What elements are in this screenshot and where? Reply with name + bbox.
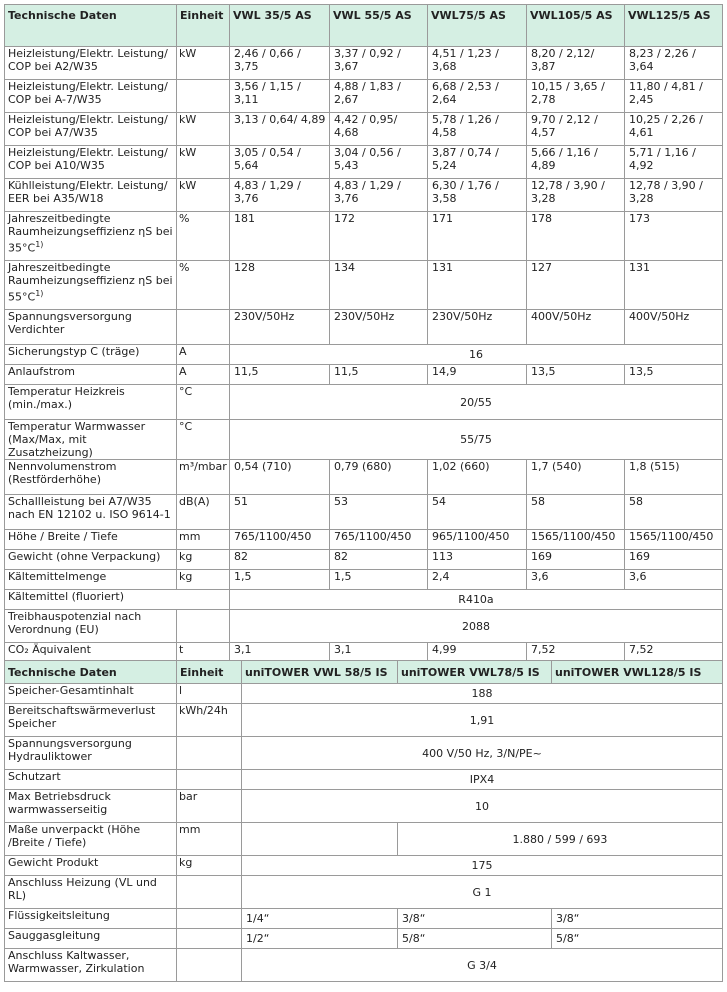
value-cell: 178 bbox=[527, 212, 625, 261]
table-row bbox=[5, 570, 723, 590]
value-cell: 11,5 bbox=[330, 365, 428, 385]
row-label-text: Maße unverpackt (Höhe /Breite / Tiefe) bbox=[8, 823, 141, 849]
value-cell: 7,52 bbox=[625, 643, 723, 663]
header-model-3: VWL75/5 AS bbox=[428, 5, 527, 47]
row-label bbox=[5, 261, 177, 310]
row-label bbox=[5, 704, 177, 737]
header-model-4: VWL105/5 AS bbox=[527, 5, 625, 47]
unit-cell: kg bbox=[177, 570, 230, 590]
unit-cell: kW bbox=[177, 113, 230, 146]
row-label-text: Nennvolumenstrom (Restförderhöhe) bbox=[8, 460, 117, 486]
row-label-text: Bereitschaftswärmeverlust Speicher bbox=[8, 704, 156, 730]
value-cell: 400V/50Hz bbox=[527, 310, 625, 345]
merged-value: 2088 bbox=[230, 610, 723, 643]
unit-cell: % bbox=[177, 261, 230, 310]
row-label bbox=[5, 929, 177, 949]
row-label-text: Schutzart bbox=[8, 770, 61, 783]
row-label bbox=[5, 495, 177, 530]
row-label bbox=[5, 420, 177, 460]
value-cell: 51 bbox=[230, 495, 330, 530]
unit-cell: mm bbox=[177, 823, 242, 856]
value-cell: 4,42 / 0,95/ 4,68 bbox=[330, 113, 428, 146]
row-label-text: Jahreszeitbedingte Raumheizungseffizienz ηS bei 35°C bbox=[8, 212, 173, 255]
table-row bbox=[5, 460, 723, 495]
value-cell: 10,15 / 3,65 / 2,78 bbox=[527, 80, 625, 113]
value-cell: 3,13 / 0,64/ 4,89 bbox=[230, 113, 330, 146]
table-row bbox=[5, 345, 723, 365]
table-row bbox=[5, 737, 723, 770]
merged-value: G 3/4 bbox=[242, 949, 723, 982]
value-cell: 3,87 / 0,74 / 5,24 bbox=[428, 146, 527, 179]
row-label-text: Kühlleistung/Elektr. Leistung/ EER bei A35/W18 bbox=[8, 179, 168, 205]
row-label bbox=[5, 684, 177, 704]
merged-value: 20/55 bbox=[230, 385, 723, 420]
value-cell: 3,05 / 0,54 / 5,64 bbox=[230, 146, 330, 179]
table-row bbox=[5, 909, 723, 929]
merged-value: 188 bbox=[242, 684, 723, 704]
row-label-text: Speicher-Gesamtinhalt bbox=[8, 684, 134, 697]
merged-value: 10 bbox=[242, 790, 723, 823]
merged-value: 1,91 bbox=[242, 704, 723, 737]
header-model-5: VWL125/5 AS bbox=[625, 5, 723, 47]
row-label bbox=[5, 530, 177, 550]
unit-cell bbox=[177, 310, 230, 345]
row-label bbox=[5, 909, 177, 929]
value-cell: 5,71 / 1,16 / 4,92 bbox=[625, 146, 723, 179]
header-model-3: uniTOWER VWL128/5 IS bbox=[552, 661, 723, 684]
value-cell: 3,6 bbox=[625, 570, 723, 590]
row-label bbox=[5, 212, 177, 261]
row-label-text: Sicherungstyp C (träge) bbox=[8, 345, 140, 358]
value-cell: 11,80 / 4,81 / 2,45 bbox=[625, 80, 723, 113]
table-row bbox=[5, 823, 723, 856]
row-label bbox=[5, 179, 177, 212]
row-label-text: Heizleistung/Elektr. Leistung/ COP bei A7/W35 bbox=[8, 113, 168, 139]
row-label-text: Heizleistung/Elektr. Leistung/ COP bei A-7/W35 bbox=[8, 80, 168, 106]
value-cell: 8,20 / 2,12/ 3,87 bbox=[527, 47, 625, 80]
value-cell: 3/8“ bbox=[552, 909, 723, 929]
value-cell: 12,78 / 3,90 / 3,28 bbox=[527, 179, 625, 212]
header-model-1: VWL 35/5 AS bbox=[230, 5, 330, 47]
value-cell: 4,83 / 1,29 / 3,76 bbox=[230, 179, 330, 212]
value-cell: 0,54 (710) bbox=[230, 460, 330, 495]
row-label-text: Anschluss Heizung (VL und RL) bbox=[8, 876, 157, 902]
unit-cell: A bbox=[177, 365, 230, 385]
value-cell: 7,52 bbox=[527, 643, 625, 663]
merged-value: 55/75 bbox=[230, 420, 723, 460]
row-label-text: Jahreszeitbedingte Raumheizungseffizienz ηS bei 55°C bbox=[8, 261, 173, 304]
value-cell: 54 bbox=[428, 495, 527, 530]
value-cell: 82 bbox=[230, 550, 330, 570]
row-label bbox=[5, 610, 177, 643]
header-model-2: VWL 55/5 AS bbox=[330, 5, 428, 47]
table-row bbox=[5, 212, 723, 261]
value-cell: 134 bbox=[330, 261, 428, 310]
value-cell: 10,25 / 2,26 / 4,61 bbox=[625, 113, 723, 146]
header-model-1: uniTOWER VWL 58/5 IS bbox=[242, 661, 398, 684]
row-label-text: Spannungsversorgung Hydrauliktower bbox=[8, 737, 132, 763]
table-row bbox=[5, 385, 723, 420]
row-label-text: Schallleistung bei A7/W35 nach EN 12102 u. ISO 9614-1 bbox=[8, 495, 171, 521]
value-cell: 765/1100/450 bbox=[330, 530, 428, 550]
unit-cell: mm bbox=[177, 530, 230, 550]
merged-value: 400 V/50 Hz, 3/N/PE~ bbox=[242, 737, 723, 770]
row-label-text: Sauggasgleitung bbox=[8, 929, 101, 942]
table-row bbox=[5, 146, 723, 179]
table-row bbox=[5, 876, 723, 909]
table-row bbox=[5, 929, 723, 949]
row-label bbox=[5, 770, 177, 790]
value-cell: 3,37 / 0,92 / 3,67 bbox=[330, 47, 428, 80]
value-cell: 8,23 / 2,26 / 3,64 bbox=[625, 47, 723, 80]
row-label-text: Treibhauspotenzial nach Verordnung (EU) bbox=[8, 610, 142, 636]
row-label bbox=[5, 876, 177, 909]
value-cell: 1565/1100/450 bbox=[527, 530, 625, 550]
value-cell: 2,46 / 0,66 / 3,75 bbox=[230, 47, 330, 80]
value-cell: 6,30 / 1,76 / 3,58 bbox=[428, 179, 527, 212]
value-cell: 58 bbox=[527, 495, 625, 530]
row-label bbox=[5, 113, 177, 146]
value-cell: 13,5 bbox=[625, 365, 723, 385]
row-label-text: Anschluss Kaltwasser, Warmwasser, Zirkulation bbox=[8, 949, 145, 975]
row-label bbox=[5, 47, 177, 80]
value-cell: 12,78 / 3,90 / 3,28 bbox=[625, 179, 723, 212]
table-row bbox=[5, 179, 723, 212]
row-label bbox=[5, 856, 177, 876]
unit-cell bbox=[177, 770, 242, 790]
row-label bbox=[5, 737, 177, 770]
merged-value: 175 bbox=[242, 856, 723, 876]
value-cell: 128 bbox=[230, 261, 330, 310]
table-row bbox=[5, 80, 723, 113]
table-row bbox=[5, 495, 723, 530]
unit-cell: t bbox=[177, 643, 230, 663]
row-label-text: Heizleistung/Elektr. Leistung/ COP bei A10/W35 bbox=[8, 146, 168, 172]
table-row bbox=[5, 610, 723, 643]
table-row bbox=[5, 310, 723, 345]
value-cell: 4,88 / 1,83 / 2,67 bbox=[330, 80, 428, 113]
table-row bbox=[5, 949, 723, 982]
header-model-2: uniTOWER VWL78/5 IS bbox=[398, 661, 552, 684]
value-cell: 3,56 / 1,15 / 3,11 bbox=[230, 80, 330, 113]
value-cell: 1565/1100/450 bbox=[625, 530, 723, 550]
header-technical-data: Technische Daten bbox=[5, 5, 177, 47]
value-cell: 1/4“ bbox=[242, 909, 398, 929]
value-cell: 11,5 bbox=[230, 365, 330, 385]
table-row bbox=[5, 365, 723, 385]
value-cell: 230V/50Hz bbox=[330, 310, 428, 345]
row-label-text: Temperatur Warmwasser (Max/Max, mit Zusatzheizung) bbox=[8, 420, 146, 459]
value-cell: 5/8“ bbox=[552, 929, 723, 949]
unit-cell: A bbox=[177, 345, 230, 365]
header-unit: Einheit bbox=[177, 661, 242, 684]
table-row bbox=[5, 261, 723, 310]
value-cell: 400V/50Hz bbox=[625, 310, 723, 345]
value-cell: 171 bbox=[428, 212, 527, 261]
value-cell: 58 bbox=[625, 495, 723, 530]
value-cell: 4,51 / 1,23 / 3,68 bbox=[428, 47, 527, 80]
value-cell: 169 bbox=[625, 550, 723, 570]
value-cell: 173 bbox=[625, 212, 723, 261]
value-cell: 230V/50Hz bbox=[230, 310, 330, 345]
unit-cell bbox=[177, 610, 230, 643]
unit-cell: kW bbox=[177, 47, 230, 80]
header-technical-data: Technische Daten bbox=[5, 661, 177, 684]
value-cell: 765/1100/450 bbox=[230, 530, 330, 550]
merged-value: R410a bbox=[230, 590, 723, 610]
row-label bbox=[5, 590, 230, 610]
row-label-text: Temperatur Heizkreis (min./max.) bbox=[8, 385, 125, 411]
value-cell: 9,70 / 2,12 / 4,57 bbox=[527, 113, 625, 146]
value-cell: 3/8“ bbox=[398, 909, 552, 929]
merged-value: 1.880 / 599 / 693 bbox=[398, 823, 723, 856]
value-cell: 14,9 bbox=[428, 365, 527, 385]
unit-cell: % bbox=[177, 212, 230, 261]
unit-cell: kW bbox=[177, 146, 230, 179]
value-cell: 1,02 (660) bbox=[428, 460, 527, 495]
unit-cell bbox=[177, 949, 242, 982]
row-label-text: Gewicht (ohne Verpackung) bbox=[8, 550, 161, 563]
unit-cell: dB(A) bbox=[177, 495, 230, 530]
table-row bbox=[5, 47, 723, 80]
row-label-text: Gewicht Produkt bbox=[8, 856, 99, 869]
value-cell: 113 bbox=[428, 550, 527, 570]
header-unit: Einheit bbox=[177, 5, 230, 47]
row-label bbox=[5, 790, 177, 823]
value-cell: 131 bbox=[625, 261, 723, 310]
value-cell: 1/2“ bbox=[242, 929, 398, 949]
value-cell: 5,66 / 1,16 / 4,89 bbox=[527, 146, 625, 179]
value-cell: 3,04 / 0,56 / 5,43 bbox=[330, 146, 428, 179]
unit-cell: kWh/24h bbox=[177, 704, 242, 737]
value-cell: 1,8 (515) bbox=[625, 460, 723, 495]
row-label bbox=[5, 80, 177, 113]
unit-cell: kg bbox=[177, 550, 230, 570]
value-cell: 181 bbox=[230, 212, 330, 261]
unit-cell: l bbox=[177, 684, 242, 704]
empty-cell bbox=[242, 823, 398, 856]
row-label bbox=[5, 949, 177, 982]
row-label bbox=[5, 385, 177, 420]
row-label bbox=[5, 310, 177, 345]
value-cell: 4,83 / 1,29 / 3,76 bbox=[330, 179, 428, 212]
merged-value: IPX4 bbox=[242, 770, 723, 790]
value-cell: 53 bbox=[330, 495, 428, 530]
table-row bbox=[5, 550, 723, 570]
technical-data-table-outdoor-units bbox=[4, 4, 723, 663]
value-cell: 3,1 bbox=[230, 643, 330, 663]
value-cell: 3,6 bbox=[527, 570, 625, 590]
unit-cell: kg bbox=[177, 856, 242, 876]
value-cell: 230V/50Hz bbox=[428, 310, 527, 345]
value-cell: 131 bbox=[428, 261, 527, 310]
value-cell: 127 bbox=[527, 261, 625, 310]
table-header-row bbox=[5, 661, 723, 684]
row-label-text: Flüssigkeitsleitung bbox=[8, 909, 110, 922]
table-row bbox=[5, 530, 723, 550]
value-cell: 1,7 (540) bbox=[527, 460, 625, 495]
row-label-text: CO₂ Äquivalent bbox=[8, 643, 91, 656]
unit-cell: m³/mbar bbox=[177, 460, 230, 495]
unit-cell bbox=[177, 929, 242, 949]
row-label bbox=[5, 570, 177, 590]
unit-cell: bar bbox=[177, 790, 242, 823]
value-cell: 6,68 / 2,53 / 2,64 bbox=[428, 80, 527, 113]
merged-value: G 1 bbox=[242, 876, 723, 909]
table-row bbox=[5, 420, 723, 460]
row-label-text: Heizleistung/Elektr. Leistung/ COP bei A2/W35 bbox=[8, 47, 168, 73]
unit-cell bbox=[177, 876, 242, 909]
row-label bbox=[5, 460, 177, 495]
table-header-row bbox=[5, 5, 723, 47]
technical-data-table-unitower bbox=[4, 660, 723, 982]
table-row bbox=[5, 113, 723, 146]
unit-cell bbox=[177, 80, 230, 113]
table-row bbox=[5, 856, 723, 876]
value-cell: 1,5 bbox=[230, 570, 330, 590]
value-cell: 82 bbox=[330, 550, 428, 570]
merged-value: 16 bbox=[230, 345, 723, 365]
table-row bbox=[5, 590, 723, 610]
row-label-text: Kältemittelmenge bbox=[8, 570, 107, 583]
row-label-text: Max Betriebsdruck warmwasserseitig bbox=[8, 790, 111, 816]
unit-cell bbox=[177, 737, 242, 770]
footnote-marker: 1) bbox=[35, 289, 44, 298]
table-row bbox=[5, 790, 723, 823]
row-label-text: Kältemittel (fluoriert) bbox=[8, 590, 125, 603]
value-cell: 172 bbox=[330, 212, 428, 261]
table-row bbox=[5, 684, 723, 704]
row-label bbox=[5, 550, 177, 570]
row-label bbox=[5, 146, 177, 179]
row-label bbox=[5, 365, 177, 385]
value-cell: 3,1 bbox=[330, 643, 428, 663]
value-cell: 5/8“ bbox=[398, 929, 552, 949]
value-cell: 0,79 (680) bbox=[330, 460, 428, 495]
value-cell: 169 bbox=[527, 550, 625, 570]
unit-cell bbox=[177, 909, 242, 929]
unit-cell: kW bbox=[177, 179, 230, 212]
table-row bbox=[5, 770, 723, 790]
footnote-marker: 1) bbox=[35, 240, 44, 249]
row-label-text: Spannungsversorgung Verdichter bbox=[8, 310, 132, 336]
row-label bbox=[5, 823, 177, 856]
row-label bbox=[5, 345, 177, 365]
value-cell: 13,5 bbox=[527, 365, 625, 385]
row-label-text: Anlaufstrom bbox=[8, 365, 75, 378]
value-cell: 965/1100/450 bbox=[428, 530, 527, 550]
value-cell: 2,4 bbox=[428, 570, 527, 590]
value-cell: 1,5 bbox=[330, 570, 428, 590]
value-cell: 5,78 / 1,26 / 4,58 bbox=[428, 113, 527, 146]
value-cell: 4,99 bbox=[428, 643, 527, 663]
row-label-text: Höhe / Breite / Tiefe bbox=[8, 530, 118, 543]
table-row bbox=[5, 704, 723, 737]
unit-cell: °C bbox=[177, 385, 230, 420]
unit-cell: °C bbox=[177, 420, 230, 460]
